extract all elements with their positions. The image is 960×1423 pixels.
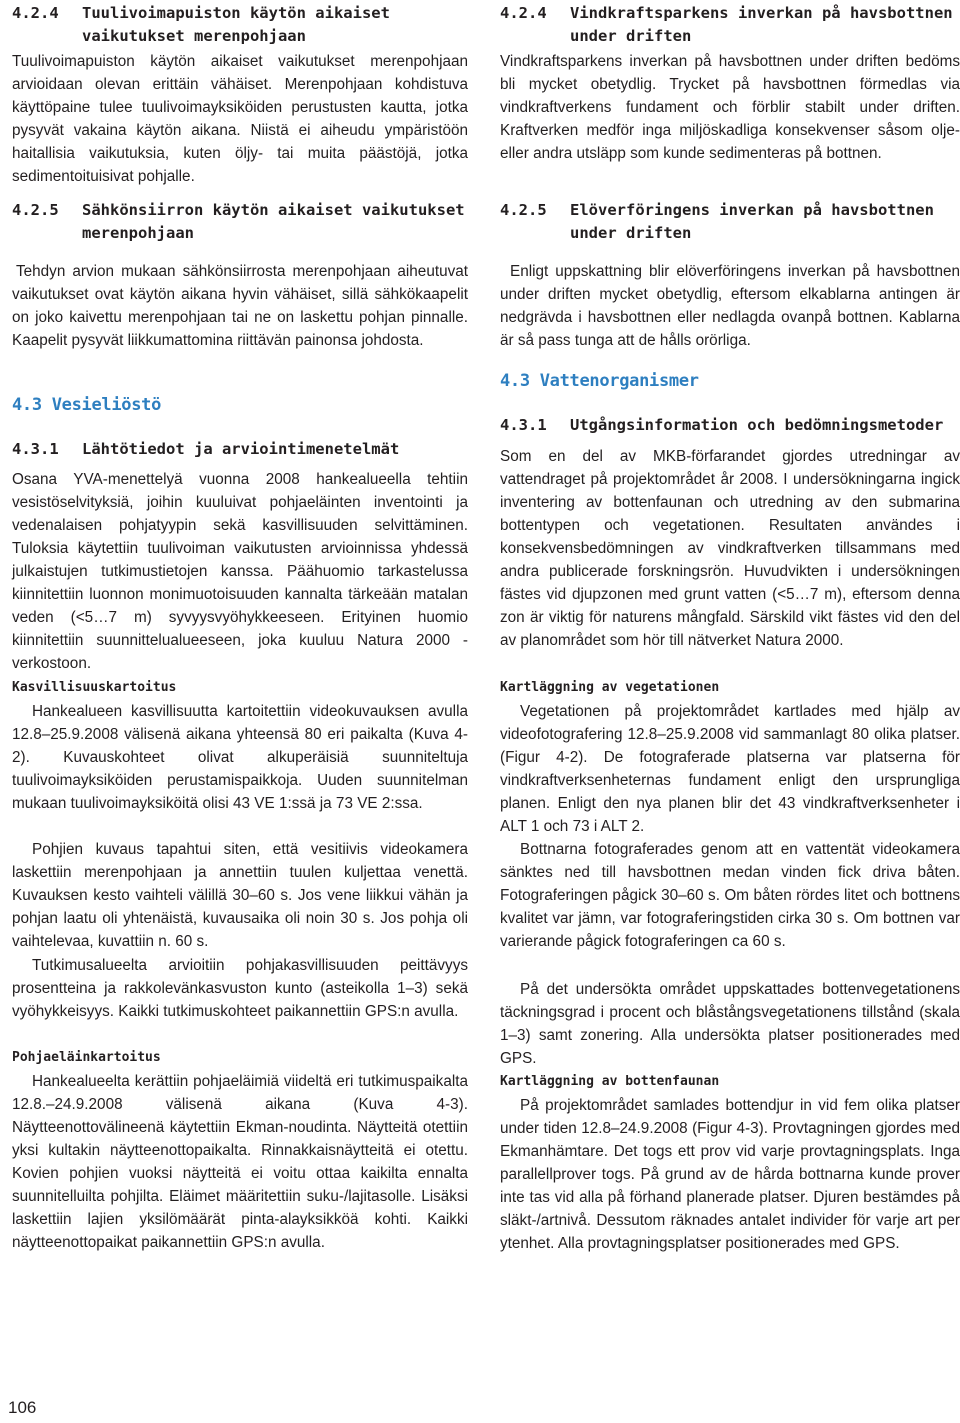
heading-4-2-4 xyxy=(12,2,468,48)
paragraph-4-2-4: Vindkraftsparkens inverkan på havsbottnen under driften bedöms bli mycket obetydlig. Trycket på havsbottnen förmedlas via vindkraftverkens fundament och förblir stabilt under driften. Kraftverken medför inga miljöskadliga konsekvenser såsom olje- eller andra utsläpp som kunde sedimenteras på bottnen. xyxy=(500,53,960,162)
heading-4-2-5 xyxy=(12,199,468,245)
paragraph-benthos: Hankealueelta kerättiin pohjaeläimiä viideltä eri tutkimuspaikalta 12.8.–24.9.2008 välisenä aikana (Kuva 4-3). Näytteenottovälineenä käytettiin Ekman-noudinta. Näytteitä otettiin yksi kultakin näytteenottopaikalta. Rinnakkaisnäytteitä ei otettu. Kovien pohjien vuoksi näytteitä ei voitu ottaa kaikilta ennalta suunnitelluilta pohjilta. Eläimet määritettiin suku-/lajitasolle. Lisäksi laskettiin lajien yksilömäärät pinta-alayksikköä kohti. Kaikki näytteenottopaikat paikannettiin GPS:n avulla. xyxy=(12,1073,468,1251)
heading-number: 4.3.1 xyxy=(12,440,59,458)
paragraph-vegetation-3: På det undersökta området uppskattades bottenvegetationens täckningsgrad i procent och blåstångsvegetationens tillstånd (skala 1–3) samt zonering. Alla undersökta platser positionerades med GPS. xyxy=(500,981,960,1067)
page-number: 106 xyxy=(8,1398,37,1417)
heading-4-2-4 xyxy=(500,2,960,48)
section-heading-4-3: 4.3 Vesieliöstö xyxy=(12,395,162,415)
paragraph-vegetation-2: Pohjien kuvaus tapahtui siten, että vesitiivis videokamera laskettiin merenpohjaan ja annettiin tuulen kuljettaa venettä. Kuvauksen kesto vaihteli välillä 30–60 s. Jos vene liikkui vähän ja pohjan laatu oli yhtenäistä, kuvausaika oli noin 30 s. Jos pohja oli vaihtelevaa, kuvattiin n. 60 s. xyxy=(12,841,468,950)
heading-title: Elöverföringens inverkan på havsbottnen under driften xyxy=(570,201,934,242)
paragraph-vegetation-1: Hankealueen kasvillisuutta kartoitettiin videokuvauksen avulla 12.8–25.9.2008 välisenä aikana yhteensä 80 eri paikalta (Kuva 4-2). Kuvauskohteet olivat alkuperäisiä suunniteltuja tuulivoimayksiköiden perustamispaikkoja. Uuden suunnitelman mukaan tuulivoimayksiköitä olisi 43 VE 1:ssä ja 73 VE 2:ssa. xyxy=(12,703,468,812)
paragraph-4-3-1: Som en del av MKB-förfarandet gjordes utredningar av vattendraget på projektområdet år 2008. I undersökningarna ingick inventering av bottenfaunan och utredning av den submarina bottentypen och vegetationen. Resultaten användes i konsekvensbedömningen av vindkraftverken tillsammans med andra publicerade forskningsrön. Huvudvikten i undersökningen fästes vid djupzonen med grunt vatten (<5…7 m), eftersom denna zon är viktig för naturens mångfald. Särskild vikt fästes vid den del av planområdet som hör till nätverket Natura 2000. xyxy=(500,448,960,649)
paragraph-benthos: På projektområdet samlades bottendjur in vid fem olika platser under tiden 12.8–24.9.2008 (Figur 4-3). Provtagningen gjordes med Ekmanhämtare. Det togs ett prov vid varje provtagningsplats. Inga parallellprover togs. På grund av de hårda bottnarna kunde prover inte tas vid alla på förhand planerade platser. Djuren bestämdes på släkt-/artnivå. Dessutom räknades antalet individer för varje art per ytenhet. Alla provtagningsplatser positionerades med GPS. xyxy=(500,1097,960,1252)
paragraph-4-3-1: Osana YVA-menettelyä vuonna 2008 hankealueella tehtiin vesistöselvityksiä, joihin kuuluivat pohjaeläinten inventointi ja vedenalaisen pohjatyypin sekä kasvillisuuden selvittäminen. Tuloksia käytettiin tuulivoiman vaikutusten arvioinnissa yhdessä julkaistujen tutkimustietojen kanssa. Päähuomio tarkastelussa kiinnitettiin luonnon monimuotoisuuden kannalta tärkeään matalan veden (<5…7 m) syvyysvyöhykkeeseen. Erityinen huomio kiinnitettiin suunnittelualueeseen, joka kuuluu Natura 2000 -verkostoon. xyxy=(12,471,468,672)
heading-title: Sähkönsiirron käytön aikaiset vaikutukset merenpohjaan xyxy=(82,201,465,242)
heading-number: 4.2.4 xyxy=(12,4,59,22)
paragraph-4-2-5: Tehdyn arvion mukaan sähkönsiirrosta merenpohjaan aiheutuvat vaikutukset ovat käytön aikana hyvin vähäiset, sillä sähkökaapelit on joko kaivettu merenpohjaan tai ne on laskettu pohjan pinnalle. Kaapelit pysyvät liikkumattomina riittävän painonsa johdosta. xyxy=(12,263,468,349)
heading-4-3-1 xyxy=(500,414,960,437)
subheading-benthos: Pohjaeläinkartoitus xyxy=(12,1050,161,1065)
heading-number: 4.3.1 xyxy=(500,416,547,434)
heading-4-3-1 xyxy=(12,438,468,461)
paragraph-4-2-5: Enligt uppskattning blir elöverföringens inverkan på havsbottnen under driften mycket obetydlig, eftersom elkablarna antingen är nedgrävda i havsbottnen eller nedlagda ovanpå bottnen. Kablarna är så pass tunga att de hålls orörliga. xyxy=(500,263,960,349)
paragraph-4-2-4: Tuulivoimapuiston käytön aikaiset vaikutukset merenpohjaan arvioidaan olevan erittäin vähäiset. Merenpohjaan kohdistuva käyttöpaine tulee tuulivoimayksiköiden perustusten kautta, jotka pysyvät vakaina käytön aikana. Niistä ei aiheudu ympäristöön haitallisia vaikutuksia, kuten öljy- tai muita päästöjä, jotka sedimentoituisivat pohjalle. xyxy=(12,53,468,185)
heading-title: Tuulivoimapuiston käytön aikaiset vaikutukset merenpohjaan xyxy=(82,4,390,45)
paragraph-vegetation-2: Bottnarna fotograferades genom att en vattentät videokamera sänktes ned till havsbottnen medan vinden fick driva båten. Fotograferingen pågick 30–60 s. Om båten rördes litet och bottnens kvalitet var jämn, var fotograferingstiden cirka 30 s. Om bottnen var varierande pågick fotograferingen ca 60 s. xyxy=(500,841,960,950)
subheading-benthos: Kartläggning av bottenfaunan xyxy=(500,1074,720,1089)
heading-number: 4.2.5 xyxy=(12,201,59,219)
paragraph-vegetation-1: Vegetationen på projektområdet kartlades med hjälp av videofotografering 12.8–25.9.2008 vid sammanlagt 80 olika platser.(Figur 4-2). De fotograferade platserna var platserna för vindkraftverksenheternas fundament enligt den ursprungliga planen. Enligt den nya planen blir det 43 vindkraftverksenheter i ALT 1 och 73 i ALT 2. xyxy=(500,703,960,835)
heading-4-2-5 xyxy=(500,199,960,245)
subheading-vegetation: Kartläggning av vegetationen xyxy=(500,680,720,695)
heading-title: Lähtötiedot ja arviointimenetelmät xyxy=(82,440,400,458)
heading-number: 4.2.5 xyxy=(500,201,547,219)
subheading-vegetation: Kasvillisuuskartoitus xyxy=(12,680,177,695)
paragraph-vegetation-3: Tutkimusalueelta arvioitiin pohjakasvillisuuden peittävyys prosentteina ja rakkolevänkasvuston kunto (asteikolla 1–3) sekä vyöhykkeisyys. Kaikki tutkimuskohteet paikannettiin GPS:n avulla. xyxy=(12,957,468,1020)
section-heading-4-3: 4.3 Vattenorganismer xyxy=(500,371,699,391)
heading-title: Vindkraftsparkens inverkan på havsbottnen under driften xyxy=(570,4,953,45)
heading-number: 4.2.4 xyxy=(500,4,547,22)
heading-title: Utgångsinformation och bedömningsmetoder xyxy=(570,416,944,434)
